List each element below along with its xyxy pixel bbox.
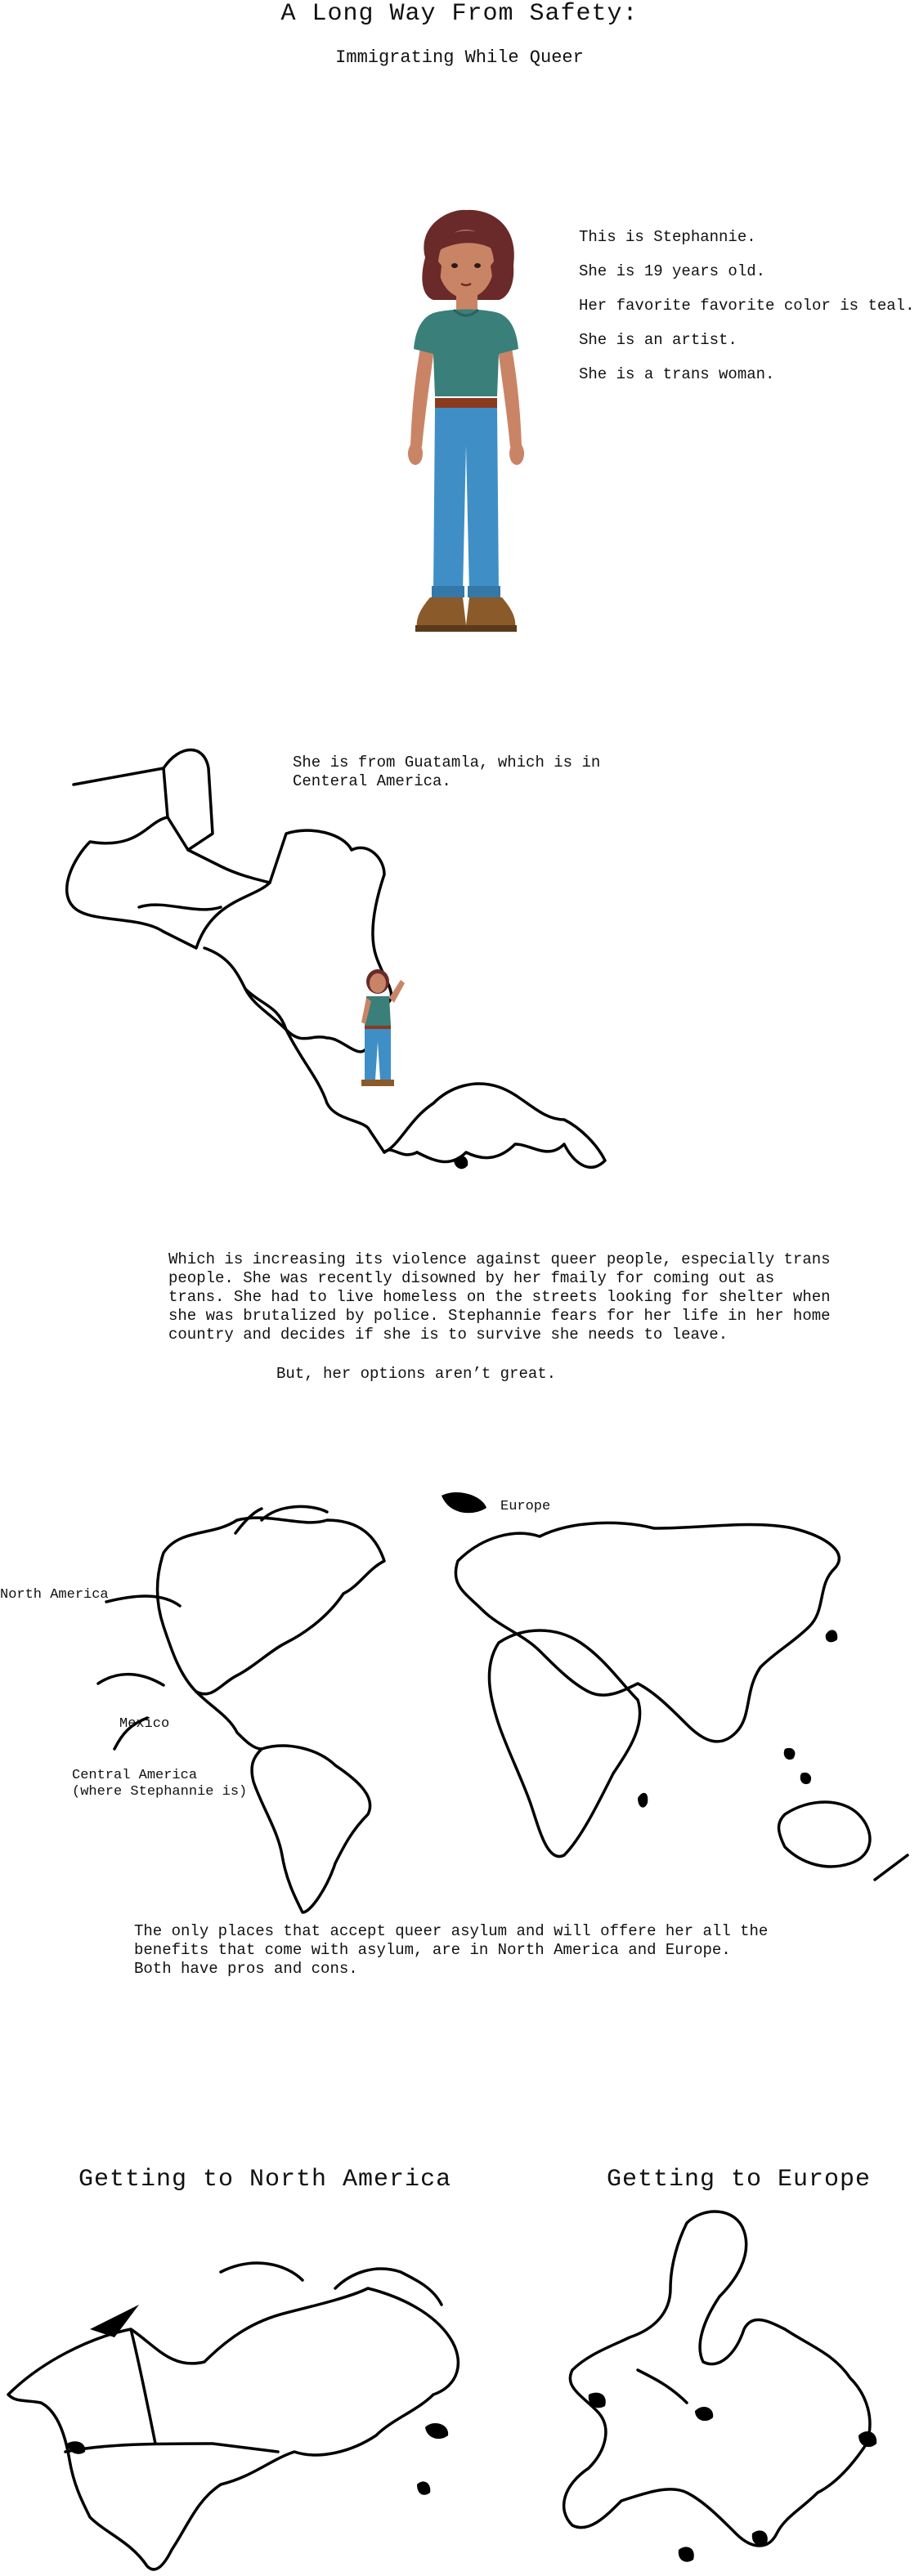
north-america-map <box>8 2239 491 2574</box>
bio-line-age: She is 19 years old. <box>579 262 766 280</box>
label-north-america: North America <box>0 1587 109 1603</box>
heading-north-america: Getting to North America <box>78 2166 452 2194</box>
bio-line-color: Her favorite favorite color is teal. <box>579 297 915 315</box>
bio-line-identity: She is a trans woman. <box>579 365 775 383</box>
bio-list <box>579 229 914 400</box>
europe-map <box>540 2207 916 2576</box>
label-central-america-note: (where Stephannie is) <box>72 1784 248 1800</box>
label-europe: Europe <box>500 1499 551 1514</box>
options-line: But, her options aren’t great. <box>276 1365 557 1383</box>
central-america-map <box>41 736 630 1193</box>
heading-europe: Getting to Europe <box>607 2166 872 2194</box>
label-mexico: Mexico <box>119 1716 170 1732</box>
asylum-paragraph: The only places that accept queer asylum and will offere her all the benefits that come with asylum, are in North America and Europe. Both have pros and cons. <box>134 1922 769 1978</box>
world-map <box>114 1504 919 1929</box>
label-central-america-name: Central America <box>72 1768 198 1783</box>
page-title: A Long Way From Safety: <box>280 0 639 28</box>
bio-line-artist: She is an artist. <box>579 331 737 349</box>
origin-text: She is from Guatamla, which is in Centeral America. <box>293 754 601 790</box>
stephannie-mini <box>353 968 410 1091</box>
label-central-america <box>72 1768 247 1800</box>
stephannie-illustration <box>384 208 548 658</box>
page-subtitle: Immigrating While Queer <box>335 47 584 68</box>
bio-line-name: This is Stephannie. <box>579 228 756 246</box>
context-paragraph: Which is increasing its violence against queer people, especially trans people. She was recently disowned by her fmaily for coming out as trans. She had to live homeless on the streets looking for shelter when she was brutalized by police. Stephannie fears for her life in her home country and decides if she is to survive she needs to leave. <box>168 1250 831 1344</box>
